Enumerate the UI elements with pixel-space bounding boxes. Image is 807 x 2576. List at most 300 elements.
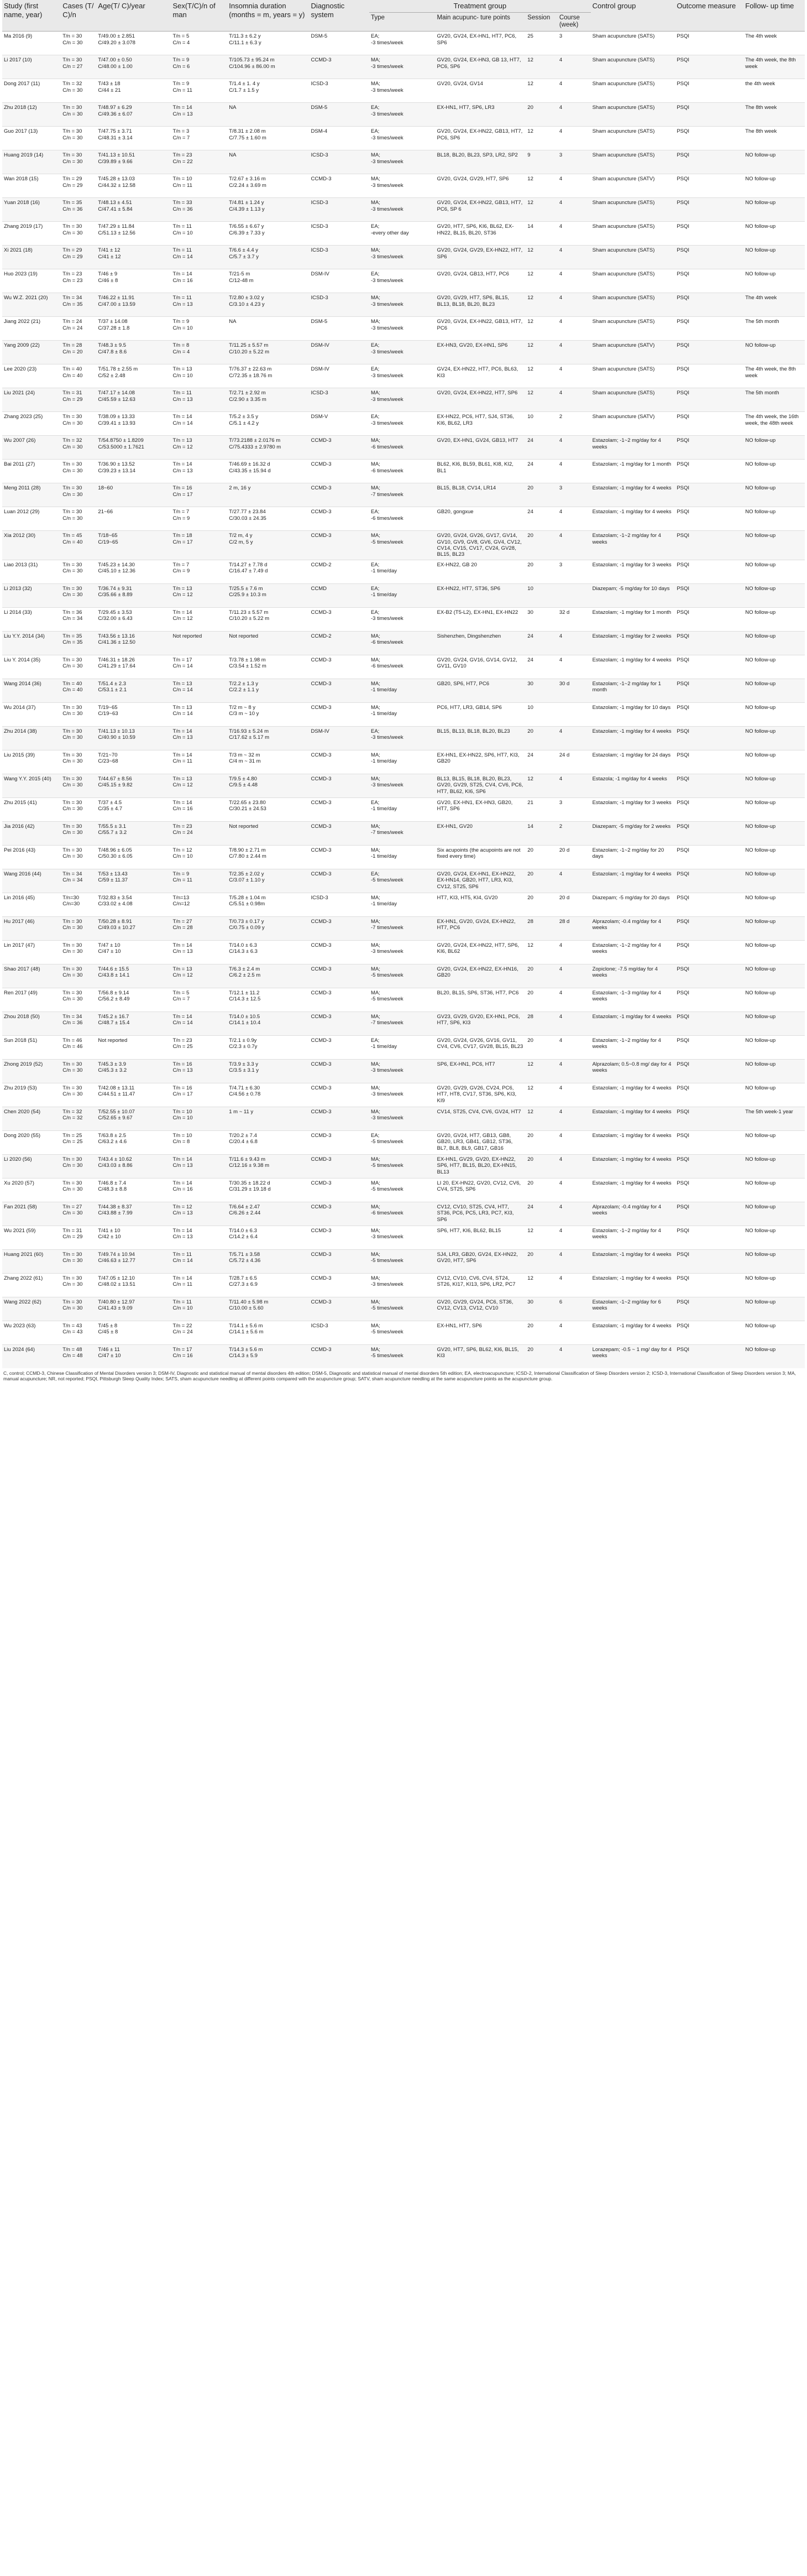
- cell-course: 4: [558, 269, 591, 293]
- cell-outcome: PSQI: [675, 988, 743, 1011]
- cell-diagnostic: DSM-V: [310, 412, 369, 436]
- cell-study: Chen 2020 (54): [2, 1107, 61, 1130]
- col-treatment-group: Treatment group: [369, 0, 591, 12]
- cell-outcome: PSQI: [675, 341, 743, 364]
- cell-type: EA; -3 times/week: [369, 127, 436, 150]
- cell-session: 28: [526, 916, 558, 940]
- cell-points: EX-HN22, GB 20: [436, 560, 526, 583]
- cell-control: Sham acupuncture (SATS): [591, 198, 675, 222]
- cell-sex: T/n = 5 C/n = 4: [171, 32, 227, 55]
- cell-outcome: PSQI: [675, 436, 743, 460]
- cell-sex: T/n = 11 C/n = 14: [171, 246, 227, 269]
- table-row: [2, 222, 805, 246]
- cell-duration: T/20.2 ± 7.4 C/20.4 ± 6.8: [227, 1130, 309, 1154]
- cell-age: T/41.13 ± 10.13 C/40.90 ± 10.59: [96, 726, 171, 750]
- cell-diagnostic: ICSD-3: [310, 893, 369, 916]
- cell-outcome: PSQI: [675, 1083, 743, 1107]
- cell-duration: T/11.40 ± 5.98 m C/10.00 ± 5.60: [227, 1297, 309, 1321]
- cell-study: Li 2013 (32): [2, 583, 61, 607]
- cell-sex: T/n = 14 C/n = 12: [171, 607, 227, 631]
- cell-followup: NO follow-up: [743, 222, 805, 246]
- cell-duration: T/2.35 ± 2.02 y C/3.07 ± 1.10 y: [227, 869, 309, 893]
- cell-course: 4: [558, 1344, 591, 1368]
- cell-outcome: PSQI: [675, 1297, 743, 1321]
- cell-age: T/43 ± 18 C/44 ± 21: [96, 79, 171, 103]
- cell-age: T/56.8 ± 9.14 C/56.2 ± 8.49: [96, 988, 171, 1011]
- cell-session: 20: [526, 845, 558, 869]
- table-row: [2, 1130, 805, 1154]
- cell-points: GV20, GV24, GV26, GV16, GV11, CV4, CV6, CV17, GV28, BL15, BL23: [436, 1035, 526, 1059]
- table-row: [2, 269, 805, 293]
- cell-age: T/40.80 ± 12.97 C/41.43 ± 9.09: [96, 1297, 171, 1321]
- cell-diagnostic: CCMD-3: [310, 1059, 369, 1083]
- cell-followup: NO follow-up: [743, 750, 805, 774]
- cell-cases: T/n = 35 C/n = 35: [61, 631, 96, 655]
- cell-points: BL15, BL13, BL18, BL20, BL23: [436, 726, 526, 750]
- cell-study: Pei 2016 (43): [2, 845, 61, 869]
- cell-age: T/37 ± 4.5 C/35 ± 4.7: [96, 797, 171, 821]
- cell-session: 12: [526, 1226, 558, 1249]
- cell-followup: NO follow-up: [743, 655, 805, 679]
- cell-followup: NO follow-up: [743, 1249, 805, 1273]
- cell-type: MA; -3 times/week: [369, 174, 436, 198]
- cell-outcome: PSQI: [675, 821, 743, 845]
- cell-cases: T/n = 30 C/n = 30: [61, 964, 96, 988]
- cell-age: T/37 ± 14.08 C/37.28 ± 1.8: [96, 317, 171, 341]
- cell-cases: T/n = 30 C/n = 30: [61, 916, 96, 940]
- cell-sex: T/n = 13 C/n = 14: [171, 679, 227, 702]
- cell-duration: 2 m, 16 y: [227, 483, 309, 507]
- cell-followup: The 4th week, the 16th week, the 48th week: [743, 412, 805, 436]
- cell-sex: T/n = 11 C/n = 14: [171, 1249, 227, 1273]
- table-row: [2, 1154, 805, 1178]
- cell-diagnostic: CCMD-3: [310, 845, 369, 869]
- cell-type: MA; -3 times/week: [369, 293, 436, 317]
- cell-sex: T/n = 10 C/n = 8: [171, 1130, 227, 1154]
- cell-control: Sham acupuncture (SATS): [591, 55, 675, 79]
- cell-study: Lee 2020 (23): [2, 364, 61, 388]
- cell-points: SP6, HT7, KI6, BL62, BL15: [436, 1226, 526, 1249]
- cell-sex: T/n = 14 C/n = 14: [171, 412, 227, 436]
- cell-age: T/42.08 ± 13.11 C/44.51 ± 11.47: [96, 1083, 171, 1107]
- cell-study: Zhu 2015 (41): [2, 797, 61, 821]
- cell-outcome: PSQI: [675, 483, 743, 507]
- cell-type: MA; -3 times/week: [369, 1226, 436, 1249]
- cell-followup: NO follow-up: [743, 1154, 805, 1178]
- cell-sex: T/n = 13 C/n = 12: [171, 774, 227, 797]
- cell-outcome: PSQI: [675, 269, 743, 293]
- cell-study: Zhu 2018 (12): [2, 103, 61, 127]
- cell-points: GV24, EX-HN22, HT7, PC6, BL63, KI3: [436, 364, 526, 388]
- table-row: [2, 531, 805, 560]
- cell-outcome: PSQI: [675, 869, 743, 893]
- cell-cases: T/n = 30 C/n = 30: [61, 32, 96, 55]
- cell-followup: NO follow-up: [743, 845, 805, 869]
- cell-followup: NO follow-up: [743, 702, 805, 726]
- cell-course: 4: [558, 460, 591, 483]
- cell-sex: T/n = 17 C/n = 14: [171, 655, 227, 679]
- cell-control: Sham acupuncture (SATS): [591, 103, 675, 127]
- cell-age: T/41 ± 12 C/41 ± 12: [96, 246, 171, 269]
- cell-session: 12: [526, 1273, 558, 1297]
- cell-age: T/36.90 ± 13.52 C/39.23 ± 13.14: [96, 460, 171, 483]
- cell-sex: T/n=13 C/n=12: [171, 893, 227, 916]
- cell-followup: NO follow-up: [743, 869, 805, 893]
- cell-session: 12: [526, 246, 558, 269]
- cell-diagnostic: DSM-IV: [310, 341, 369, 364]
- cell-control: Estazolam; -1 mg/day for 4 weeks: [591, 1178, 675, 1202]
- cell-type: MA; -5 times/week: [369, 1344, 436, 1368]
- cell-sex: T/n = 13 C/n = 10: [171, 364, 227, 388]
- cell-study: Zhou 2018 (50): [2, 1011, 61, 1035]
- cell-study: Bai 2011 (27): [2, 460, 61, 483]
- cell-course: 4: [558, 364, 591, 388]
- table-row: [2, 1202, 805, 1226]
- cell-followup: NO follow-up: [743, 507, 805, 531]
- cell-diagnostic: DSM-IV: [310, 269, 369, 293]
- cell-study: Liu Y. 2014 (35): [2, 655, 61, 679]
- cell-points: GV20, GV24, EX-HN1, HT7, PC6, SP6: [436, 32, 526, 55]
- cell-session: 24: [526, 750, 558, 774]
- cell-control: Alprazolam; -0.4 mg/day for 4 weeks: [591, 1202, 675, 1226]
- cell-duration: T/2 m ~ 8 y C/3 m ~ 10 y: [227, 702, 309, 726]
- cell-session: 12: [526, 55, 558, 79]
- cell-sex: T/n = 14 C/n = 13: [171, 726, 227, 750]
- cell-sex: T/n = 14 C/n = 13: [171, 1226, 227, 1249]
- cell-diagnostic: CCMD-3: [310, 940, 369, 964]
- cell-course: 2: [558, 821, 591, 845]
- cell-age: T/49.74 ± 10.94 C/46.63 ± 12.77: [96, 1249, 171, 1273]
- cell-type: EA; -5 times/week: [369, 869, 436, 893]
- cell-study: Huang 2021 (60): [2, 1249, 61, 1273]
- table-row: [2, 1011, 805, 1035]
- cell-type: MA; -5 times/week: [369, 1297, 436, 1321]
- table-row: [2, 893, 805, 916]
- cell-duration: T/105.73 ± 95.24 m C/104.96 ± 86.00 m: [227, 55, 309, 79]
- cell-points: EX-B2 (T5-L2), EX-HN1, EX-HN22: [436, 607, 526, 631]
- cell-control: Estazolam; -1 mg/day for 24 days: [591, 750, 675, 774]
- cell-session: 20: [526, 1130, 558, 1154]
- cell-type: MA; -5 times/week: [369, 988, 436, 1011]
- cell-points: BL62, KI6, BL59, BL61, KI8, KI2, BL1: [436, 460, 526, 483]
- table-row: [2, 607, 805, 631]
- cell-type: MA; -5 times/week: [369, 1321, 436, 1344]
- cell-study: Wu 2023 (63): [2, 1321, 61, 1344]
- cell-study: Fan 2021 (58): [2, 1202, 61, 1226]
- cell-diagnostic: ICSD-3: [310, 150, 369, 174]
- cell-followup: NO follow-up: [743, 246, 805, 269]
- cell-session: 12: [526, 174, 558, 198]
- cell-control: Estazolam; -1~2 mg/day for 4 weeks: [591, 1035, 675, 1059]
- cell-type: MA; -3 times/week: [369, 55, 436, 79]
- cell-cases: T/n = 34 C/n = 36: [61, 1011, 96, 1035]
- cell-outcome: PSQI: [675, 1107, 743, 1130]
- cell-followup: The 8th week: [743, 127, 805, 150]
- cell-points: EX-HN1, GV20: [436, 821, 526, 845]
- cell-sex: T/n = 14 C/n = 11: [171, 750, 227, 774]
- cell-control: Sham acupuncture (SATV): [591, 341, 675, 364]
- cell-course: 24 d: [558, 750, 591, 774]
- cell-control: Estazolam; -1 mg/day for 4 weeks: [591, 1249, 675, 1273]
- cell-diagnostic: CCMD-3: [310, 436, 369, 460]
- cell-course: 4: [558, 127, 591, 150]
- col-type: Type: [369, 12, 436, 32]
- cell-duration: T/76.37 ± 22.63 m C/72.35 ± 18.76 m: [227, 364, 309, 388]
- cell-duration: T/2.1 ± 0.9y C/2.3 ± 0.7y: [227, 1035, 309, 1059]
- cell-points: GV20, GV24, EX-HN22, HT7, SP6: [436, 388, 526, 412]
- cell-control: Estazolam; -1 mg/day for 1 month: [591, 607, 675, 631]
- cell-type: MA; -1 time/day: [369, 679, 436, 702]
- table-row: [2, 436, 805, 460]
- cell-age: T/38.09 ± 13.33 C/39.41 ± 13.93: [96, 412, 171, 436]
- cell-outcome: PSQI: [675, 1059, 743, 1083]
- cell-age: T/41 ± 10 C/42 ± 10: [96, 1226, 171, 1249]
- cell-course: 4: [558, 940, 591, 964]
- cell-age: T/47 ± 10 C/47 ± 10: [96, 940, 171, 964]
- cell-course: 4: [558, 174, 591, 198]
- cell-outcome: PSQI: [675, 702, 743, 726]
- cell-session: 20: [526, 103, 558, 127]
- cell-control: Estazolam; -1~2 mg/day for 6 weeks: [591, 1297, 675, 1321]
- cell-study: Wu 2007 (26): [2, 436, 61, 460]
- cell-session: 12: [526, 1059, 558, 1083]
- cell-session: 12: [526, 269, 558, 293]
- cell-duration: Not reported: [227, 631, 309, 655]
- cell-points: BL20, BL15, SP6, ST36, HT7, PC6: [436, 988, 526, 1011]
- cell-followup: NO follow-up: [743, 174, 805, 198]
- cell-diagnostic: CCMD-3: [310, 1344, 369, 1368]
- cell-points: GB20, gongxue: [436, 507, 526, 531]
- cell-age: T/48.96 ± 6.05 C/50.30 ± 6.05: [96, 845, 171, 869]
- cell-age: T/46.31 ± 18.26 C/41.29 ± 17.64: [96, 655, 171, 679]
- cell-sex: T/n = 5 C/n = 7: [171, 988, 227, 1011]
- cell-diagnostic: DSM-IV: [310, 364, 369, 388]
- cell-course: 3: [558, 483, 591, 507]
- cell-age: T/55.5 ± 3.1 C/55.7 ± 3.2: [96, 821, 171, 845]
- table-row: [2, 583, 805, 607]
- cell-sex: T/n = 23 C/n = 24: [171, 821, 227, 845]
- table-row: [2, 655, 805, 679]
- cell-session: 12: [526, 341, 558, 364]
- cell-points: GV20, GV24, GV26, GV17, GV14, GV10, GV9, GV8, GV6, GV4, CV12, CV14, CV15, CV17, CV24, GV28, BL15, BL23: [436, 531, 526, 560]
- col-diagnostic: Diagnostic system: [310, 0, 369, 32]
- cell-type: MA; -3 times/week: [369, 1273, 436, 1297]
- cell-type: MA; -6 times/week: [369, 631, 436, 655]
- cell-session: 20: [526, 893, 558, 916]
- cell-points: GB20, SP6, HT7, PC6: [436, 679, 526, 702]
- cell-study: Lin 2017 (47): [2, 940, 61, 964]
- cell-points: GV23, GV29, GV20, EX-HN1, PC6, HT7, SP6, KI3: [436, 1011, 526, 1035]
- cell-duration: T/11.25 ± 5.57 m C/10.20 ± 5.22 m: [227, 341, 309, 364]
- cell-sex: T/n = 13 C/n = 12: [171, 436, 227, 460]
- cell-age: T/48.97 ± 6.29 C/49.36 ± 6.07: [96, 103, 171, 127]
- cell-points: LI 20, EX-HN22, GV20, CV12, CV6, CV4, ST25, SP6: [436, 1178, 526, 1202]
- cell-cases: T/n = 30 C/n = 30: [61, 750, 96, 774]
- cell-session: 21: [526, 797, 558, 821]
- cell-outcome: PSQI: [675, 174, 743, 198]
- cell-sex: T/n = 23 C/n = 25: [171, 1035, 227, 1059]
- cell-type: MA; -5 times/week: [369, 531, 436, 560]
- cell-points: EX-HN1, EX-HN22, SP6, HT7, KI3, GB20: [436, 750, 526, 774]
- cell-age: T/63.8 ± 2.5 C/63.2 ± 4.6: [96, 1130, 171, 1154]
- cell-diagnostic: CCMD: [310, 583, 369, 607]
- cell-study: Liu Y.Y. 2014 (34): [2, 631, 61, 655]
- cell-diagnostic: CCMD-3: [310, 1083, 369, 1107]
- cell-session: 24: [526, 460, 558, 483]
- cell-course: 4: [558, 103, 591, 127]
- cell-followup: NO follow-up: [743, 1297, 805, 1321]
- cell-cases: T/n = 30 C/n = 30: [61, 460, 96, 483]
- cell-type: EA; -3 times/week: [369, 32, 436, 55]
- table-row: [2, 341, 805, 364]
- cell-course: 4: [558, 631, 591, 655]
- table-row: [2, 55, 805, 79]
- cell-followup: NO follow-up: [743, 1083, 805, 1107]
- cell-session: 20: [526, 483, 558, 507]
- table-row: [2, 507, 805, 531]
- cell-type: EA; -3 times/week: [369, 103, 436, 127]
- cell-sex: T/n = 9 C/n = 11: [171, 869, 227, 893]
- cell-age: T/21~70 C/23~68: [96, 750, 171, 774]
- cell-study: Zhong 2019 (52): [2, 1059, 61, 1083]
- cell-session: 12: [526, 79, 558, 103]
- cell-control: Estazolam; -1~3 mg/day for 4 weeks: [591, 988, 675, 1011]
- cell-duration: T/14.0 ± 10.5 C/14.1 ± 10.4: [227, 1011, 309, 1035]
- cell-control: Sham acupuncture (SATS): [591, 293, 675, 317]
- cell-age: T/54.8750 ± 1.8209 C/53.5000 ± 1.7621: [96, 436, 171, 460]
- cell-course: 4: [558, 1273, 591, 1297]
- cell-age: T/46.8 ± 7.4 C/48.3 ± 8.8: [96, 1178, 171, 1202]
- cell-cases: T/n = 30 C/n = 30: [61, 1249, 96, 1273]
- cell-cases: T/n = 30 C/n = 30: [61, 412, 96, 436]
- cell-course: 4: [558, 1178, 591, 1202]
- cell-age: T/32.83 ± 3.54 C/33.02 ± 4.08: [96, 893, 171, 916]
- cell-course: 4: [558, 317, 591, 341]
- cell-outcome: PSQI: [675, 531, 743, 560]
- cell-control: Estazola; -1 mg/day for 4 weeks: [591, 774, 675, 797]
- cell-type: MA; -3 times/week: [369, 79, 436, 103]
- col-course: Course (week): [558, 12, 591, 32]
- cell-diagnostic: CCMD-3: [310, 1249, 369, 1273]
- cell-sex: T/n = 7 C/n = 9: [171, 507, 227, 531]
- cell-duration: T/73.2188 ± 2.0176 m C/75.4333 ± 2.9780 m: [227, 436, 309, 460]
- cell-age: T/44.6 ± 15.5 C/43.8 ± 14.1: [96, 964, 171, 988]
- cell-followup: NO follow-up: [743, 916, 805, 940]
- table-header: [2, 0, 805, 32]
- cell-session: 12: [526, 388, 558, 412]
- cell-outcome: PSQI: [675, 364, 743, 388]
- cell-type: MA; -5 times/week: [369, 1178, 436, 1202]
- cell-duration: T/5.71 ± 3.58 C/5.72 ± 4.36: [227, 1249, 309, 1273]
- cell-duration: T/6.3 ± 2.4 m C/6.2 ± 2.5 m: [227, 964, 309, 988]
- cell-duration: T/11.23 ± 5.57 m C/10.20 ± 5.22 m: [227, 607, 309, 631]
- cell-duration: T/2.67 ± 3.16 m C/2.24 ± 3.69 m: [227, 174, 309, 198]
- cell-study: Liu 2015 (39): [2, 750, 61, 774]
- cell-control: Sham acupuncture (SATS): [591, 317, 675, 341]
- cell-diagnostic: CCMD-3: [310, 1226, 369, 1249]
- cell-diagnostic: DSM-5: [310, 103, 369, 127]
- cell-cases: T/n = 32 C/n = 30: [61, 436, 96, 460]
- cell-diagnostic: CCMD-3: [310, 821, 369, 845]
- cell-outcome: PSQI: [675, 460, 743, 483]
- cell-age: T/46 ± 11 C/47 ± 10: [96, 1344, 171, 1368]
- cell-age: T/44.67 ± 8.56 C/45.15 ± 9.82: [96, 774, 171, 797]
- cell-session: 14: [526, 821, 558, 845]
- cell-course: 4: [558, 1154, 591, 1178]
- cell-control: Estazolam; -1~2 mg/day for 4 weeks: [591, 940, 675, 964]
- table-body: [2, 32, 805, 1368]
- cell-duration: Not reported: [227, 821, 309, 845]
- table-row: [2, 1273, 805, 1297]
- cell-course: 4: [558, 988, 591, 1011]
- cell-outcome: PSQI: [675, 1178, 743, 1202]
- cell-followup: NO follow-up: [743, 1344, 805, 1368]
- cell-diagnostic: CCMD-3: [310, 679, 369, 702]
- cell-duration: T/1.4 ± 1. 4 y C/1.7 ± 1.5 y: [227, 79, 309, 103]
- cell-sex: T/n = 14 C/n = 14: [171, 1011, 227, 1035]
- cell-control: Estazolam; -1 mg/day for 4 weeks: [591, 1321, 675, 1344]
- cell-session: 10: [526, 702, 558, 726]
- cell-outcome: PSQI: [675, 726, 743, 750]
- table-row: [2, 821, 805, 845]
- cell-type: MA; -7 times/week: [369, 483, 436, 507]
- table-row: [2, 560, 805, 583]
- cell-followup: The 5th month: [743, 317, 805, 341]
- table-row: [2, 1344, 805, 1368]
- cell-points: Sishenzhen, Dingshenzhen: [436, 631, 526, 655]
- cell-type: MA; -1 time/day: [369, 702, 436, 726]
- cell-age: 21~66: [96, 507, 171, 531]
- cell-sex: T/n = 33 C/n = 36: [171, 198, 227, 222]
- cell-diagnostic: CCMD-3: [310, 1107, 369, 1130]
- cell-duration: T/14.1 ± 5.6 m C/14.1 ± 5.6 m: [227, 1321, 309, 1344]
- cell-outcome: PSQI: [675, 560, 743, 583]
- table-row: [2, 679, 805, 702]
- cell-control: Estazolam; -1 mg/day for 4 weeks: [591, 1130, 675, 1154]
- cell-age: T/29.45 ± 3.53 C/32.00 ± 6.43: [96, 607, 171, 631]
- cell-followup: The 4th week: [743, 32, 805, 55]
- cell-sex: T/n = 13 C/n = 12: [171, 583, 227, 607]
- cell-followup: NO follow-up: [743, 583, 805, 607]
- cell-cases: T/n = 32 C/n = 32: [61, 1107, 96, 1130]
- cell-session: 14: [526, 222, 558, 246]
- cell-sex: T/n = 17 C/n = 16: [171, 1344, 227, 1368]
- cell-sex: Not reported: [171, 631, 227, 655]
- cell-cases: T/n = 40 C/n = 40: [61, 679, 96, 702]
- cell-course: 4: [558, 436, 591, 460]
- cell-cases: T/n = 30 C/n = 27: [61, 55, 96, 79]
- cell-course: 4: [558, 1249, 591, 1273]
- cell-study: Yuan 2018 (16): [2, 198, 61, 222]
- cell-followup: The 4th week: [743, 293, 805, 317]
- cell-age: T/45.3 ± 3.9 C/45.3 ± 3.2: [96, 1059, 171, 1083]
- cell-outcome: PSQI: [675, 198, 743, 222]
- table-row: [2, 869, 805, 893]
- cell-sex: T/n = 27 C/n = 28: [171, 916, 227, 940]
- cell-course: 4: [558, 869, 591, 893]
- cell-session: 9: [526, 150, 558, 174]
- cell-cases: T/n = 30 C/n = 30: [61, 702, 96, 726]
- cell-type: MA; -1 time/day: [369, 893, 436, 916]
- cell-session: 10: [526, 583, 558, 607]
- cell-points: GV20, GV24, EX-HN3, GB 13, HT7, PC6, SP6: [436, 55, 526, 79]
- cell-type: MA; -5 times/week: [369, 1249, 436, 1273]
- cell-control: Estazolam; -1 mg/day for 2 weeks: [591, 631, 675, 655]
- cell-course: 2: [558, 412, 591, 436]
- cell-sex: T/n = 10 C/n = 10: [171, 1107, 227, 1130]
- table-row: [2, 460, 805, 483]
- cell-outcome: PSQI: [675, 750, 743, 774]
